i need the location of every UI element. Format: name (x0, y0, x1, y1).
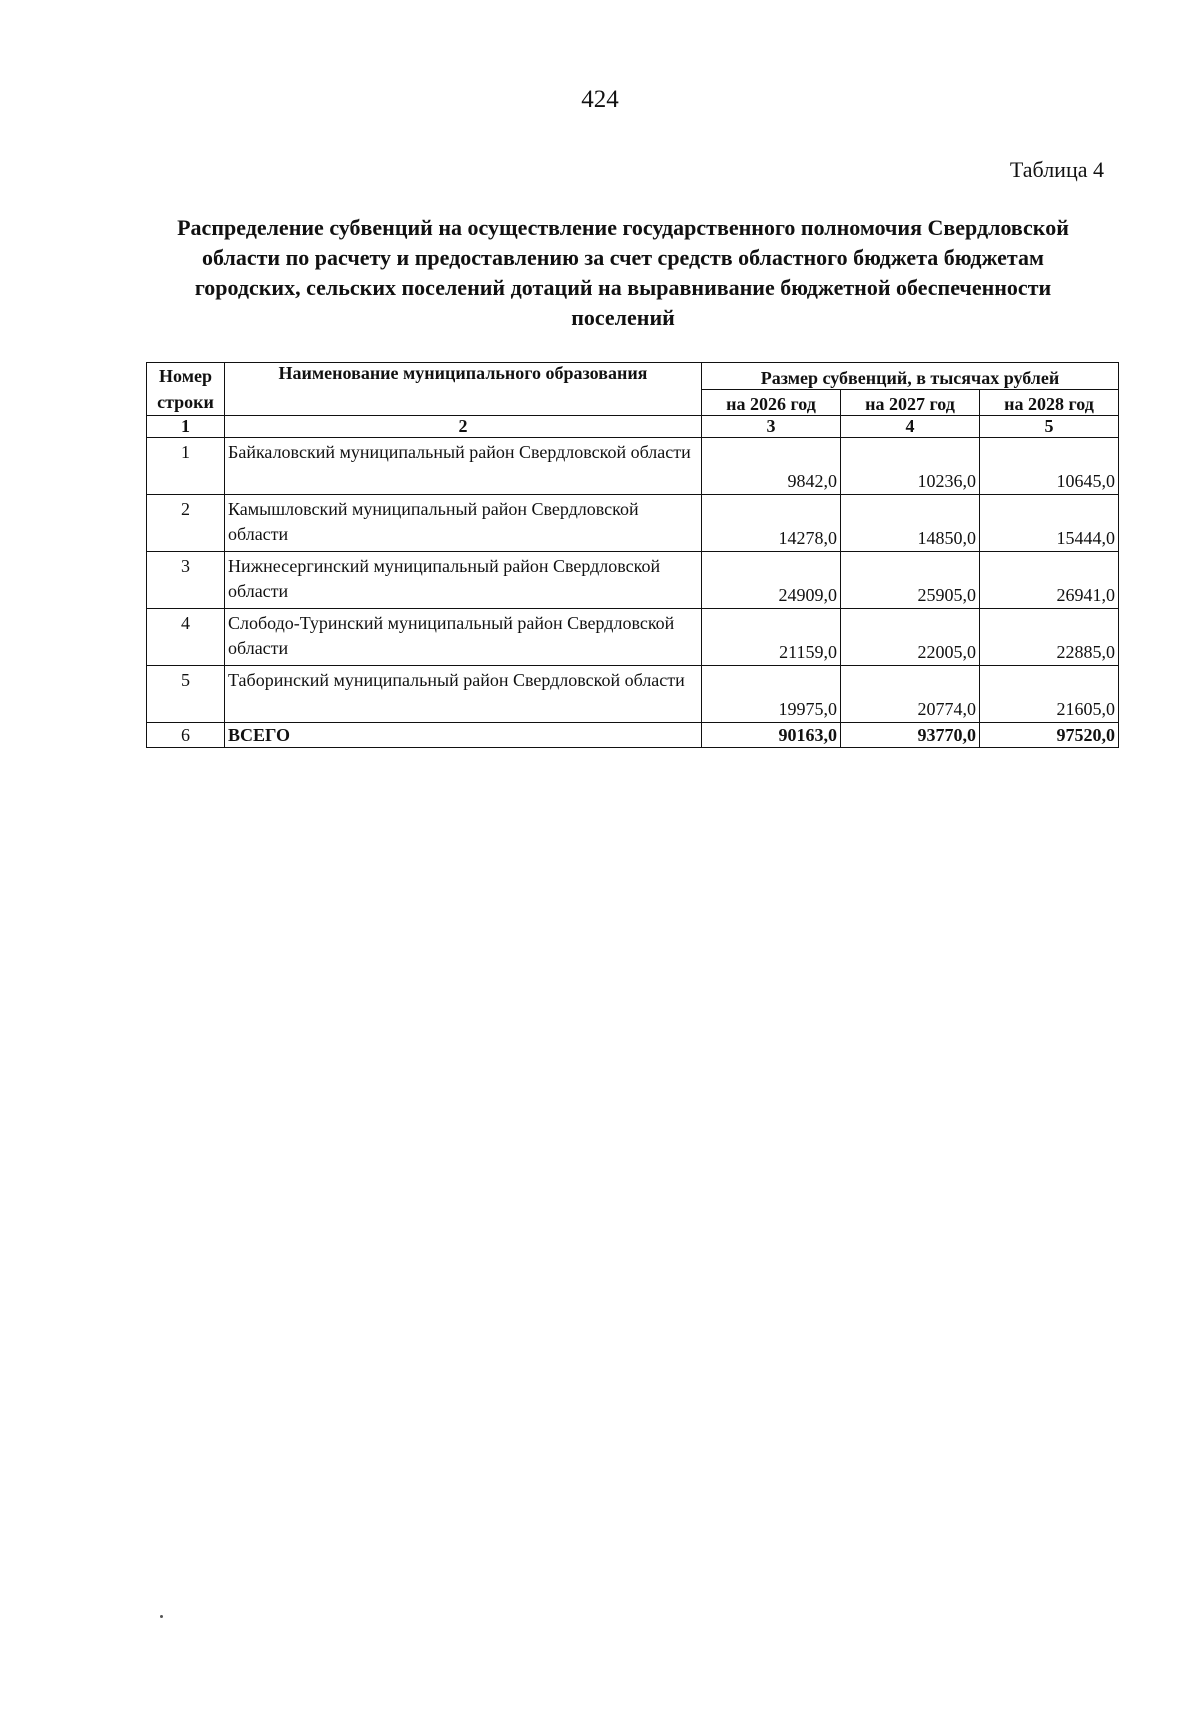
value-2027: 10236,0 (841, 438, 980, 495)
column-index-row (147, 416, 1119, 438)
value-2027: 20774,0 (841, 666, 980, 723)
municipality-name: Слободо-Туринский муниципальный район Свердловской области (225, 609, 702, 666)
value-2026: 19975,0 (702, 666, 841, 723)
document-title: Распределение субвенций на осуществление государственного полномочия Свердловской области по расчету и предоставлению за счет средств областного бюджета бюджетам городских, сельских поселений дотаций на выравнивание бюджетной обеспеченности поселений (177, 215, 1069, 330)
total-2027: 93770,0 (841, 723, 980, 748)
column-index: 3 (702, 416, 841, 438)
row-number: 5 (147, 666, 225, 723)
column-index: 4 (841, 416, 980, 438)
name-header: Наименование муниципального образования (225, 363, 702, 416)
row-number: 6 (147, 723, 225, 748)
municipality-name: Нижнесергинский муниципальный район Свердловской области (225, 552, 702, 609)
row-number: 2 (147, 495, 225, 552)
year-header-2028: на 2028 год (980, 390, 1119, 416)
total-2028: 97520,0 (980, 723, 1119, 748)
page-number: 424 (581, 86, 619, 113)
value-2028: 21605,0 (980, 666, 1119, 723)
total-row (147, 723, 1119, 748)
column-index: 2 (225, 416, 702, 438)
municipality-name: Байкаловский муниципальный район Свердловской области (225, 438, 702, 495)
table-row (147, 609, 1119, 666)
amount-group-header: Размер субвенций, в тысячах рублей (702, 363, 1119, 390)
value-2026: 9842,0 (702, 438, 841, 495)
total-2026: 90163,0 (702, 723, 841, 748)
value-2028: 15444,0 (980, 495, 1119, 552)
value-2026: 24909,0 (702, 552, 841, 609)
column-index: 5 (980, 416, 1119, 438)
subsidy-table (146, 362, 1119, 748)
column-index: 1 (147, 416, 225, 438)
municipality-name: Таборинский муниципальный район Свердловской области (225, 666, 702, 723)
row-number-header-line1: Номер (159, 366, 212, 386)
table-label: Таблица 4 (1009, 157, 1104, 182)
year-header-2027: на 2027 год (841, 390, 980, 416)
value-2026: 21159,0 (702, 609, 841, 666)
table-row (147, 438, 1119, 495)
row-number: 3 (147, 552, 225, 609)
row-number: 1 (147, 438, 225, 495)
value-2028: 26941,0 (980, 552, 1119, 609)
scan-speck (160, 1615, 163, 1618)
header-row (147, 363, 1119, 390)
municipality-name: Камышловский муниципальный район Свердловской области (225, 495, 702, 552)
year-header-2026: на 2026 год (702, 390, 841, 416)
row-number-header (147, 363, 225, 416)
row-number: 4 (147, 609, 225, 666)
value-2026: 14278,0 (702, 495, 841, 552)
table-row (147, 552, 1119, 609)
value-2027: 25905,0 (841, 552, 980, 609)
total-label: ВСЕГО (225, 723, 702, 748)
value-2027: 14850,0 (841, 495, 980, 552)
table-row (147, 666, 1119, 723)
table-row (147, 495, 1119, 552)
value-2028: 22885,0 (980, 609, 1119, 666)
value-2027: 22005,0 (841, 609, 980, 666)
value-2028: 10645,0 (980, 438, 1119, 495)
row-number-header-line2: строки (157, 392, 214, 412)
